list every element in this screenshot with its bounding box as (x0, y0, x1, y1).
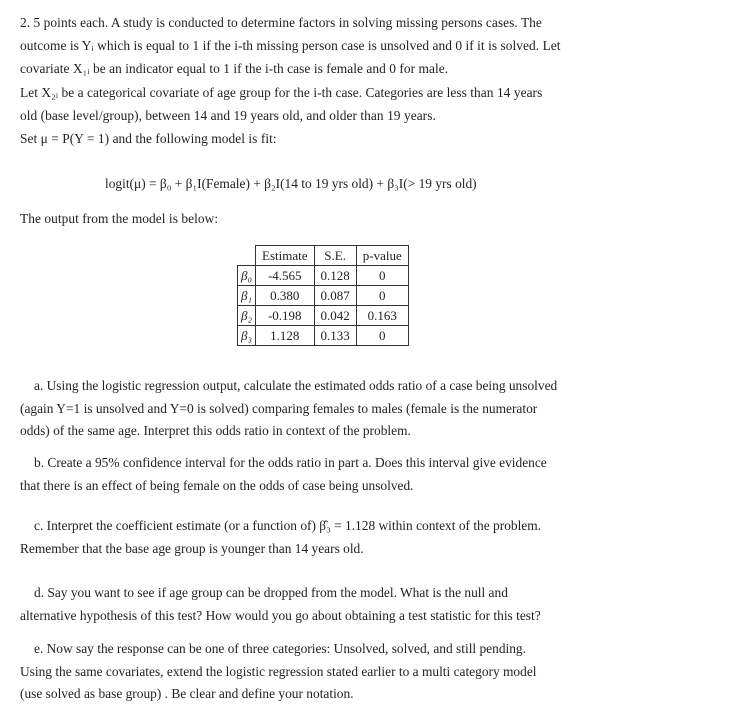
model-formula: logit(μ) = β₀ + β₁I(Female) + β₂I(14 to 19 yrs old) + β₃I(> 19 yrs old) (105, 176, 477, 191)
row-label: β₀ (238, 266, 256, 286)
intro-line-6: Set μ = P(Y = 1) and the following model is fit: (20, 131, 277, 146)
question-c-line-2: Remember that the base age group is younger than 14 years old. (20, 540, 364, 556)
row-label: β₂ (238, 306, 256, 326)
question-e-line-1: e. Now say the response can be one of three categories: Unsolved, solved, and still pending. (34, 641, 526, 656)
question-e (20, 638, 720, 706)
question-a-line-3: odds) of the same age. Interpret this odds ratio in context of the problem. (20, 423, 411, 438)
question-d-line-2: alternative hypothesis of this test? How would you go about obtaining a test statistic for this test? (20, 607, 541, 623)
cell-se: 0.087 (314, 286, 356, 306)
regression-output-table (237, 245, 409, 346)
cell-pvalue: 0 (356, 266, 408, 286)
question-a-line-2: (again Y=1 is unsolved and Y=0 is solved) comparing females to males (female is the numerator (20, 400, 538, 416)
intro-line-3: covariate X₁ᵢ be an indicator equal to 1 if the i-th case is female and 0 for male. (20, 61, 449, 76)
table-row (238, 286, 409, 306)
question-b-line-1: b. Create a 95% confidence interval for the odds ratio in part a. Does this interval give evidence (34, 455, 547, 470)
row-label: β₃ (238, 326, 256, 346)
header-estimate: Estimate (256, 246, 315, 266)
cell-se: 0.133 (314, 326, 356, 346)
cell-pvalue: 0 (356, 326, 408, 346)
question-b-line-2: that there is an effect of being female on the odds of case being unsolved. (20, 477, 414, 493)
cell-se: 0.042 (314, 306, 356, 326)
cell-estimate: 0.380 (256, 286, 315, 306)
row-label: β₁ (238, 286, 256, 306)
table-corner (238, 246, 256, 266)
question-c (20, 515, 720, 560)
cell-estimate: -0.198 (256, 306, 315, 326)
cell-se: 0.128 (314, 266, 356, 286)
output-intro: The output from the model is below: (20, 211, 219, 226)
question-a-line-1: a. Using the logistic regression output, calculate the estimated odds ratio of a case being unsolved (34, 378, 558, 393)
question-e-line-2: Using the same covariates, extend the logistic regression stated earlier to a multi category model (20, 663, 537, 679)
question-d-line-1: d. Say you want to see if age group can be dropped from the model. What is the null and (34, 585, 508, 600)
intro-line-5: old (base level/group), between 14 and 19 years old, and older than 19 years. (20, 108, 436, 123)
question-a (20, 375, 720, 443)
table-row (238, 306, 409, 326)
question-c-line-1: c. Interpret the coefficient estimate (or a function of) β̂₃ = 1.128 within context of the problem. (34, 518, 542, 533)
intro-line-1: 2. 5 points each. A study is conducted to determine factors in solving missing persons cases. The (20, 15, 542, 30)
cell-estimate: -4.565 (256, 266, 315, 286)
table-row (238, 326, 409, 346)
header-pvalue: p-value (356, 246, 408, 266)
table-header-row (238, 246, 409, 266)
question-d (20, 582, 720, 627)
question-e-line-3: (use solved as base group) . Be clear and define your notation. (20, 686, 354, 701)
intro-line-4: Let X₂ᵢ be a categorical covariate of age group for the i-th case. Categories are less than 14 years (20, 85, 543, 100)
intro-line-2: outcome is Yᵢ which is equal to 1 if the i-th missing person case is unsolved and 0 if it is solved. Let (20, 38, 561, 53)
table-row (238, 266, 409, 286)
header-se: S.E. (314, 246, 356, 266)
question-b (20, 452, 720, 497)
cell-pvalue: 0 (356, 286, 408, 306)
cell-pvalue: 0.163 (356, 306, 408, 326)
cell-estimate: 1.128 (256, 326, 315, 346)
